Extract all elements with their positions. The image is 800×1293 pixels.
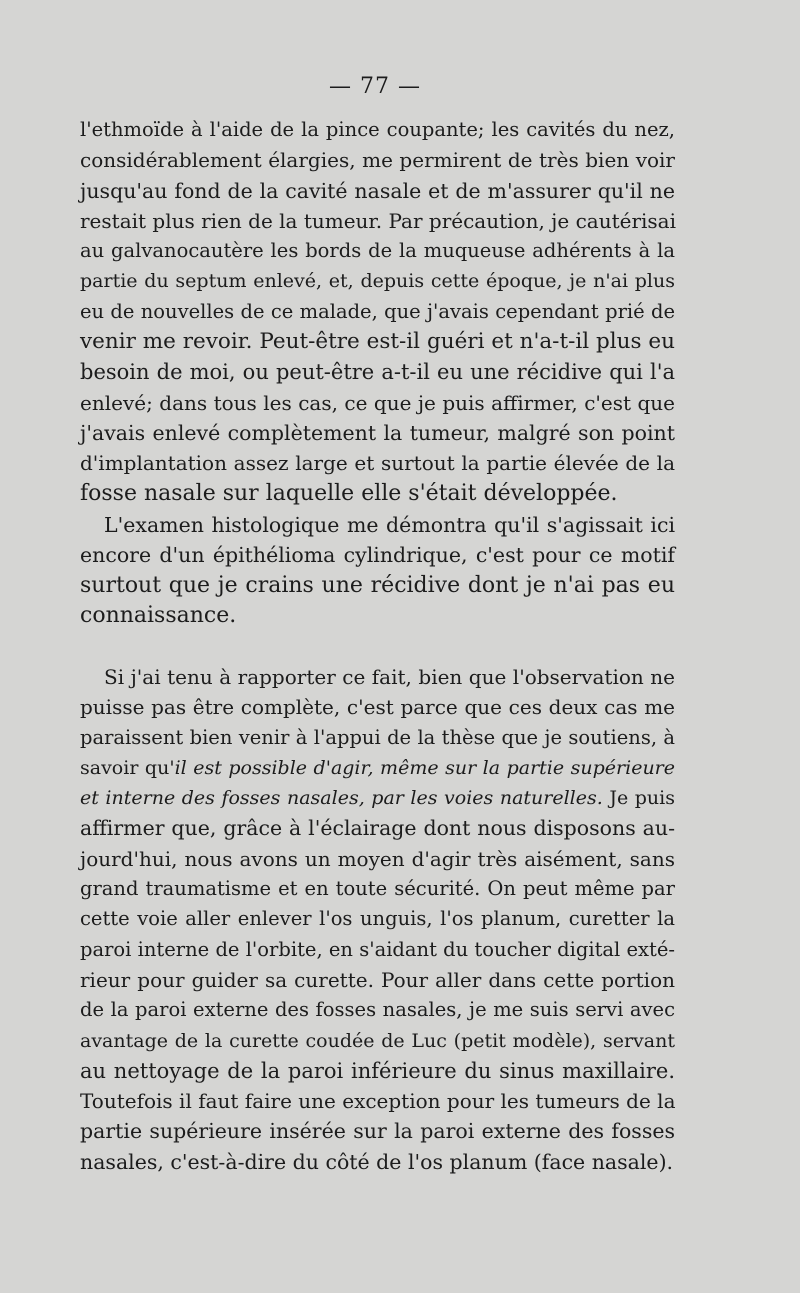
text-line: restait plus rien de la tumeur. Par précaution, je cautérisai (80, 208, 676, 233)
text-line: Si j'ai tenu à rapporter ce fait, bien que l'observation ne (104, 665, 675, 689)
text-line: venir me revoir. Peut-être est-il guéri et n'a-t-il plus eu (80, 329, 675, 355)
text-line: besoin de moi, ou peut-être a-t-il eu une récidive qui l'a (80, 360, 675, 385)
italic-text: il est possible d'agir, même sur la partie supérieure (174, 756, 676, 779)
roman-text: Je puis (602, 787, 675, 810)
text-line: grand traumatisme et en toute sécurité. On peut même par (80, 877, 675, 901)
text-line: de la paroi externe des fosses nasales, je me suis servi avec (80, 998, 675, 1022)
text-line: connaissance. (80, 602, 237, 628)
paragraph-2 (80, 510, 675, 631)
text-line: fosse nasale sur laquelle elle s'était développée. (80, 480, 618, 506)
text-line: jourd'hui, nous avons un moyen d'agir très aisément, sans (80, 846, 675, 871)
text-line: Toutefois il faut faire une exception pour les tumeurs de la (80, 1089, 676, 1114)
text-line: rieur pour guider sa curette. Pour aller dans cette portion (80, 967, 675, 992)
text-line: surtout que je crains une récidive dont je n'ai pas eu (80, 572, 675, 598)
text-line: affirmer que, grâce à l'éclairage dont nous disposons au- (80, 816, 675, 841)
text-line: paroi interne de l'orbite, en s'aidant du toucher digital exté- (80, 937, 675, 961)
text-line: encore d'un épithélioma cylindrique, c'est pour ce motif (80, 543, 675, 568)
text-line: paraissent bien venir à l'appui de la thèse que je soutiens, à (80, 725, 675, 749)
roman-text: savoir qu' (80, 756, 175, 779)
text-line: enlevé; dans tous les cas, ce que je puis affirmer, c'est que (80, 390, 675, 415)
text-line: cette voie aller enlever l'os unguis, l'os planum, curetter la (80, 907, 675, 931)
text-line: L'examen histologique me démontra qu'il s'agissait ici (104, 513, 675, 537)
italic-text: et interne des fosses nasales, par les voies naturelles. (80, 787, 603, 810)
text-line: partie supérieure insérée sur la paroi externe des fosses (80, 1119, 675, 1144)
text-line (80, 753, 675, 783)
text-line: puisse pas être complète, c'est parce que ces deux cas me (80, 695, 675, 720)
text-line: nasales, c'est-à-dire du côté de l'os planum (face nasale). (80, 1149, 674, 1174)
text-line: jusqu'au fond de la cavité nasale et de m'assurer qu'il ne (80, 178, 675, 203)
paragraph-1 (80, 115, 675, 509)
text-line: avantage de la curette coudée de Luc (petit modèle), servant (80, 1029, 675, 1052)
text-line: considérablement élargies, me permirent de très bien voir (80, 148, 675, 173)
text-line: partie du septum enlevé, et, depuis cette époque, je n'ai plus (80, 270, 675, 293)
text-line (80, 783, 675, 813)
text-line: d'implantation assez large et surtout la partie élevée de la (80, 451, 675, 476)
text-line: j'avais enlevé complètement la tumeur, malgré son point (80, 420, 675, 445)
text-line: eu de nouvelles de ce malade, que j'avais cependant prié de (80, 299, 675, 323)
text-line: au galvanocautère les bords de la muqueuse adhérents à la (80, 239, 675, 263)
page-number: — 77 — (329, 74, 421, 99)
text-line: l'ethmoïde à l'aide de la pince coupante; les cavités du nez, (80, 118, 675, 141)
paragraph-3 (80, 662, 675, 1177)
text-line: au nettoyage de la paroi inférieure du sinus maxillaire. (80, 1058, 675, 1083)
